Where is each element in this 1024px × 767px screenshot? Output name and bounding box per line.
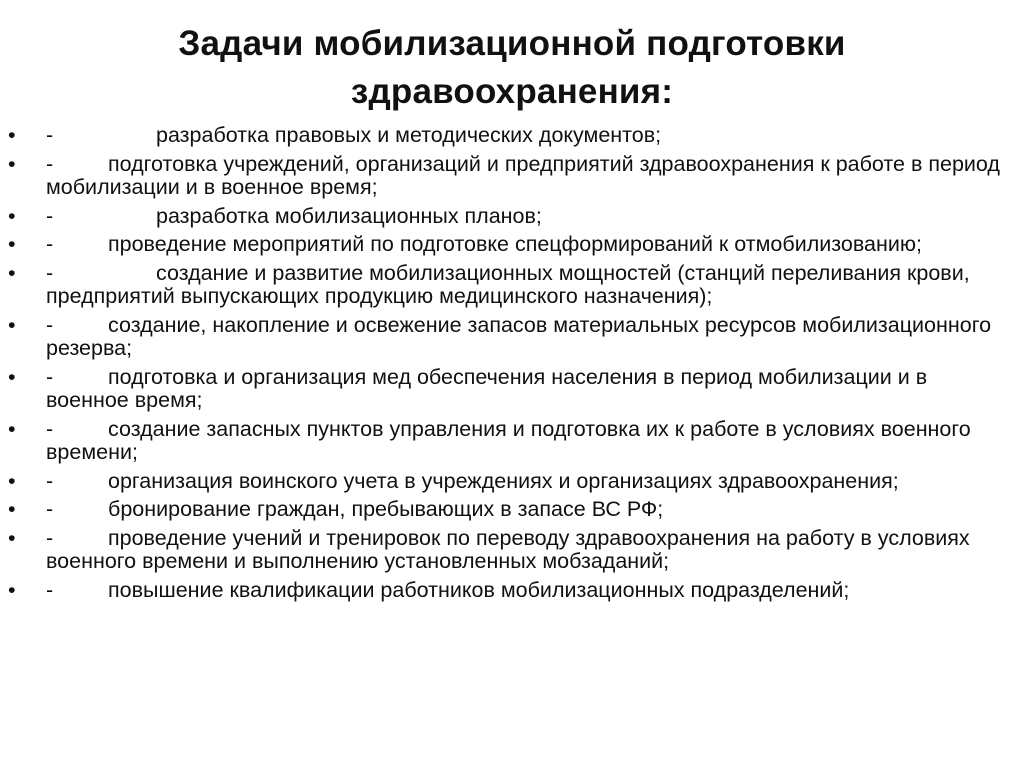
dash-marker: - [46,123,54,147]
task-text: создание, накопление и освежение запасов материальных ресурсов мобилизационного резерва; [46,312,992,360]
bullet-icon: • [8,525,16,550]
task-list-item [0,527,1024,574]
task-text: повышение квалификации работников мобилизационных подразделений; [108,577,850,602]
task-list-item [0,366,1024,413]
bullet-icon: • [8,497,16,521]
bullet-icon: • [8,203,16,228]
dash-marker: - [46,312,54,337]
task-list-item [0,470,1024,494]
task-list-item [0,418,1024,465]
dash-marker: - [46,203,54,228]
bullet-icon: • [8,123,16,147]
dash-marker: - [46,364,54,389]
task-text: разработка правовых и методических документов; [156,123,662,147]
task-list-item [0,579,1024,603]
task-list [0,124,1024,607]
task-list-item [0,153,1024,200]
slide-title [0,20,1024,116]
dash-marker: - [46,468,54,493]
task-list-item [0,314,1024,361]
dash-marker: - [46,260,54,285]
task-text: создание запасных пунктов управления и подготовка их к работе в условиях военного времени; [46,416,971,464]
task-list-item [0,205,1024,229]
task-text: создание и развитие мобилизационных мощностей (станций переливания крови, предприятий выпускающих продукцию медицинского назначения); [46,260,970,308]
dash-marker: - [46,497,54,521]
bullet-icon: • [8,364,16,389]
dash-marker: - [46,577,54,602]
task-list-item [0,262,1024,309]
task-list-item [0,233,1024,257]
task-text: подготовка учреждений, организаций и предприятий здравоохранения к работе в период мобилизации и в военное время; [46,151,1000,199]
task-list-item [0,124,1024,148]
dash-marker: - [46,416,54,441]
task-text: подготовка и организация мед обеспечения населения в период мобилизации и в военное время; [46,364,928,412]
bullet-icon: • [8,151,16,176]
bullet-icon: • [8,232,16,256]
dash-marker: - [46,232,54,256]
dash-marker: - [46,151,54,176]
bullet-icon: • [8,577,16,602]
task-text: бронирование граждан, пребывающих в запасе ВС РФ; [108,497,664,521]
bullet-icon: • [8,416,16,441]
task-text: проведение учений и тренировок по переводу здравоохранения на работу в условиях военного времени и выполнению установленных мобзаданий; [46,525,970,573]
bullet-icon: • [8,260,16,285]
task-list-item [0,498,1024,522]
title-line-1: Задачи мобилизационной подготовки [178,24,846,63]
bullet-icon: • [8,312,16,337]
dash-marker: - [46,525,54,550]
task-text: проведение мероприятий по подготовке спецформирований к отмобилизованию; [108,232,922,256]
task-text: организация воинского учета в учреждениях и организациях здравоохранения; [108,468,899,493]
task-text: разработка мобилизационных планов; [156,203,542,228]
bullet-icon: • [8,468,16,493]
title-line-2: здравоохранения: [350,72,674,111]
